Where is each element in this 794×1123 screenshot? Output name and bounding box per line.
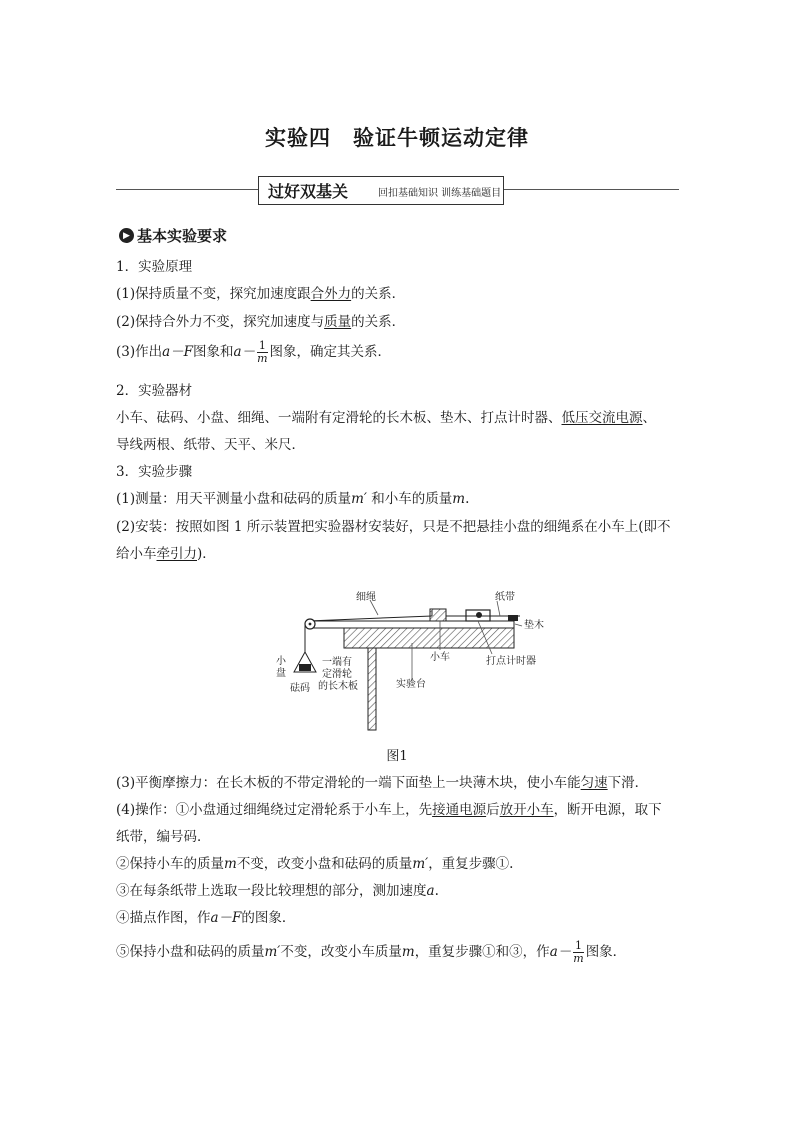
cart	[430, 609, 446, 621]
step-4-sub-5: ⑤保持小盘和砝码的质量m′不变，改变小车质量m，重复步骤①和③，作a－ $\frac{1}{m}$ 图象．	[116, 939, 627, 965]
label-board-2: 定滑轮	[322, 669, 352, 680]
leader-tape	[497, 601, 500, 616]
long-board-top	[310, 621, 514, 628]
step-3: (3)平衡摩擦力：在长木板的不带定滑轮的一端下面垫上一块薄木块，使小车能匀速下滑．	[116, 775, 649, 791]
weights	[299, 664, 311, 671]
pad-block	[508, 615, 518, 621]
principle-item-3: (3)作出a－F图象和a－ $\frac{1}{m}$ 图象，确定其关系．	[116, 339, 392, 365]
banner-line-left	[116, 189, 258, 190]
section-heading-text: 基本实验要求	[137, 227, 228, 245]
label-table: 实验台	[396, 679, 426, 690]
equipment-heading: 2．实验器材	[116, 383, 193, 399]
label-rope: 细绳	[356, 592, 376, 603]
label-cart: 小车	[430, 652, 450, 663]
leader-pad	[515, 624, 522, 626]
step-2-line-1: (2)安装：按照如图 1 所示装置把实验器材安装好，只是不把悬挂小盘的细绳系在小车上(即不	[116, 519, 671, 535]
banner-line-right	[503, 189, 679, 190]
label-board-3: 的长木板	[318, 681, 358, 692]
step-4-sub-2: ②保持小车的质量m不变，改变小盘和砝码的质量m′，重复步骤①.	[116, 856, 514, 872]
label-tape: 纸带	[495, 592, 515, 603]
fraction-1-over-m: $\frac{1}{m}$	[257, 339, 268, 365]
pulley-axle	[309, 623, 312, 626]
equipment-line-2: 导线两根、纸带、天平、米尺．	[116, 437, 305, 453]
equipment-line-1: 小车、砝码、小盘、细绳、一端附有定滑轮的长木板、垫木、打点计时器、低压交流电源、	[116, 410, 656, 426]
label-weights: 砝码	[290, 683, 310, 694]
principle-item-1: (1)保持质量不变，探究加速度跟合外力的关系．	[116, 286, 406, 302]
page-title: 实验四 验证牛顿运动定律	[265, 126, 529, 150]
timer-dot	[476, 612, 482, 618]
step-4-line-1: (4)操作：①小盘通过细绳绕过定滑轮系于小车上，先接通电源后放开小车，断开电源，取下	[116, 802, 662, 818]
apparatus-figure	[270, 588, 560, 736]
principle-item-2: (2)保持合外力不变，探究加速度与质量的关系．	[116, 314, 406, 330]
label-pad: 垫木	[524, 620, 544, 631]
label-pan-1: 小	[276, 656, 286, 667]
principle-heading: 1．实验原理	[116, 259, 193, 275]
step-2-line-2: 给小车牵引力)．	[116, 546, 216, 562]
rope-line	[308, 616, 432, 621]
step-1: (1)测量：用天平测量小盘和砝码的质量m′ 和小车的质量m.	[116, 491, 470, 507]
fraction-1-over-m-2: $\frac{1}{m}$	[573, 939, 584, 965]
section-heading	[119, 225, 227, 246]
step-4-line-2: 纸带，编号码．	[116, 829, 211, 845]
table-leg	[368, 648, 376, 730]
step-4-sub-3: ③在每条纸带上选取一段比较理想的部分，测加速度a.	[116, 883, 439, 899]
banner-subtitle: 回扣基础知识 训练基础题目	[378, 188, 502, 199]
play-icon: ▶	[119, 228, 134, 243]
label-board-1: 一端有	[322, 657, 352, 668]
step-4-sub-4: ④描点作图，作a－F的图象．	[116, 910, 296, 926]
label-pan-2: 盘	[276, 668, 286, 679]
banner-title: 过好双基关	[268, 182, 349, 201]
steps-heading: 3．实验步骤	[116, 464, 193, 480]
figure-caption: 图1	[386, 749, 408, 764]
label-timer: 打点计时器	[486, 656, 536, 667]
